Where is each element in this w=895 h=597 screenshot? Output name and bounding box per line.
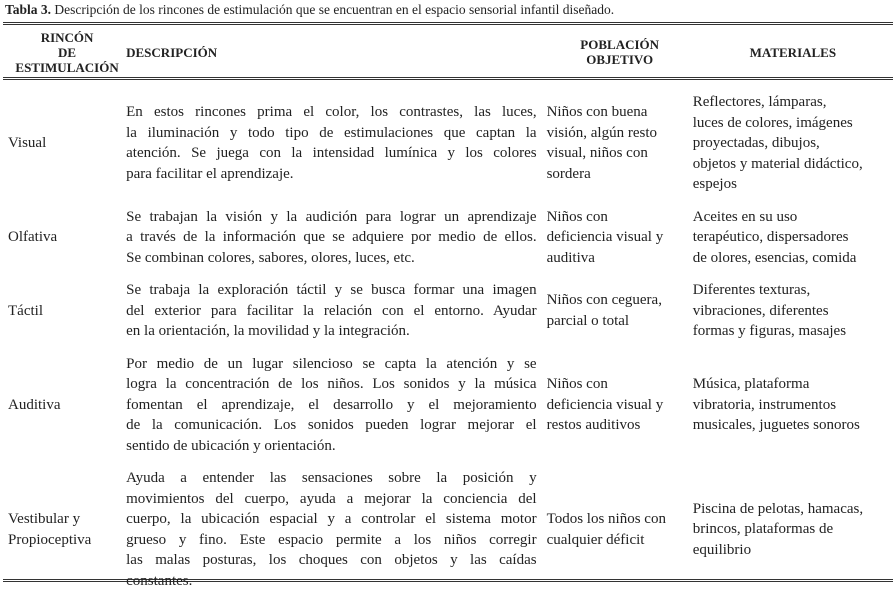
cell-materiales xyxy=(693,86,893,201)
cell-rincon xyxy=(3,348,126,463)
rincon-line: Olfativa xyxy=(8,229,58,245)
descripcion-line: en la orientación, la movilidad y la integración. xyxy=(126,323,410,339)
materiales-line: proyectadas, dibujos, xyxy=(692,135,820,151)
descripcion-line: En estos rincones prima el color, los contrastes, las luces, xyxy=(126,104,537,121)
descripcion-line: atención. Se juega con la intensidad lumínica y los colores xyxy=(126,145,537,162)
poblacion-line: visual, niños con xyxy=(546,145,648,162)
cell-descripcion xyxy=(126,348,546,463)
materiales-line: equilibrio xyxy=(692,541,752,558)
cell-materiales xyxy=(693,201,893,275)
materiales-line: musicales, juguetes sonoros xyxy=(692,417,860,433)
materiales-line: vibratoria, instrumentos xyxy=(692,396,837,413)
poblacion-line: Niños con ceguera, xyxy=(546,292,662,309)
cell-poblacion xyxy=(547,201,693,275)
header-line: ESTIMULACIÓN xyxy=(15,59,119,75)
descripcion-line: grueso y fino. Este espacio permite a los niños corregir xyxy=(126,531,537,548)
header-rincon xyxy=(3,28,126,76)
cell-poblacion xyxy=(547,86,693,201)
descripcion-line: la iluminación y todo tipo de estimulaciones que captan la xyxy=(126,124,537,141)
rincon-line: Táctil xyxy=(8,302,43,319)
poblacion-line: Todos los niños con xyxy=(546,511,666,527)
cell-rincon xyxy=(3,274,126,348)
cell-descripcion xyxy=(126,201,546,275)
header-descripcion xyxy=(126,28,546,76)
cell-descripcion xyxy=(126,462,546,597)
poblacion-line: Niños con xyxy=(546,208,608,225)
materiales-line: Música, plataforma xyxy=(692,376,810,392)
materiales-line: Piscina de pelotas, hamacas, xyxy=(692,500,864,517)
materiales-line: Diferentes texturas, xyxy=(692,282,811,298)
table-row xyxy=(3,86,893,201)
materiales-line: espejos xyxy=(692,176,737,192)
materiales-line: objetos y material didáctico, xyxy=(692,155,863,172)
descripcion-line: para facilitar el aprendizaje. xyxy=(126,165,294,182)
materiales-line: brincos, plataformas de xyxy=(692,521,834,538)
descripcion-line: Se trabaja la exploración táctil y se busca formar una imagen xyxy=(126,282,537,298)
poblacion-line: auditiva xyxy=(546,249,595,266)
cell-rincon xyxy=(3,86,126,201)
header-line: RINCÓN xyxy=(40,29,94,45)
descripcion-line: constantes. xyxy=(126,572,193,589)
table-row xyxy=(3,348,893,463)
cell-poblacion xyxy=(547,348,693,463)
rincon-line: Auditiva xyxy=(8,396,61,413)
descripcion-line: movimientos del cuerpo, ayuda a mejorar la conciencia del xyxy=(126,490,537,507)
cell-materiales xyxy=(693,274,893,348)
materiales-line: luces de colores, imágenes xyxy=(692,114,853,131)
descripcion-line: del exterior para facilitar la relación con el entorno. Ayudar xyxy=(126,302,537,319)
materiales-line: terapéutico, dispersadores xyxy=(692,229,849,245)
header-line: DE xyxy=(58,44,77,60)
poblacion-line: visión, algún resto xyxy=(546,124,657,141)
header-line: POBLACIÓN xyxy=(580,37,660,52)
cell-rincon xyxy=(3,201,126,275)
poblacion-line: Niños con buena xyxy=(546,104,648,121)
poblacion-line: Niños con xyxy=(546,376,608,392)
descripcion-line: a través de la información que se adquiere por medio de ellos. xyxy=(126,229,537,245)
rincon-line: Vestibular y xyxy=(8,511,81,527)
descripcion-line: Se combinan colores, sabores, olores, luces, etc. xyxy=(126,249,415,266)
header-poblacion xyxy=(547,28,693,76)
poblacion-line: deficiencia visual y xyxy=(546,229,664,245)
stimulation-table xyxy=(3,28,893,587)
descripcion-line: las malas posturas, los choques con objetos y las caídas xyxy=(126,552,537,568)
top-rule xyxy=(3,22,893,25)
descripcion-line: Por medio de un lugar silencioso se capta la atención y se xyxy=(126,355,537,372)
cell-poblacion xyxy=(547,462,693,597)
table-caption xyxy=(5,2,614,18)
cell-materiales xyxy=(693,348,893,463)
table-row xyxy=(3,201,893,275)
descripcion-line: logra la concentración de los niños. Los sonidos y la música xyxy=(126,376,537,392)
descripcion-line: fomentan el aprendizaje, el desarrollo y el mejoramiento xyxy=(126,396,537,413)
header-row xyxy=(3,28,893,76)
poblacion-line: cualquier déficit xyxy=(546,531,645,548)
header-line: MATERIALES xyxy=(749,44,837,60)
poblacion-line: restos auditivos xyxy=(546,417,641,433)
rincon-line: Propioceptiva xyxy=(8,531,92,548)
poblacion-line: sordera xyxy=(546,165,591,182)
materiales-line: Reflectores, lámparas, xyxy=(692,94,827,110)
cell-poblacion xyxy=(547,274,693,348)
poblacion-line: deficiencia visual y xyxy=(546,396,664,413)
cell-rincon xyxy=(3,462,126,597)
poblacion-line: parcial o total xyxy=(546,312,630,329)
caption-text: Descripción de los rincones de estimulación que se encuentran en el espacio sensorial infantil diseñado. xyxy=(51,2,615,17)
table-row xyxy=(3,462,893,597)
descripcion-line: Ayuda a entender las sensaciones sobre la posición y xyxy=(126,470,537,486)
header-line: OBJETIVO xyxy=(586,52,654,67)
header-line: DESCRIPCIÓN xyxy=(126,44,218,60)
materiales-line: Aceites en su uso xyxy=(692,208,798,225)
descripcion-line: de la comunicación. Los sonidos pueden lograr mejorar el xyxy=(126,417,537,433)
materiales-line: vibraciones, diferentes xyxy=(692,302,829,319)
caption-label: Tabla 3. xyxy=(5,2,52,17)
rincon-line: Visual xyxy=(8,135,47,151)
cell-materiales xyxy=(693,462,893,597)
materiales-line: formas y figuras, masajes xyxy=(692,323,847,339)
table-row xyxy=(3,274,893,348)
descripcion-line: cuerpo, la ubicación espacial y a controlar el sistema motor xyxy=(126,511,537,527)
descripcion-line: sentido de ubicación y orientación. xyxy=(126,437,336,454)
descripcion-line: Se trabajan la visión y la audición para lograr un aprendizaje xyxy=(126,208,537,225)
header-materiales xyxy=(693,28,893,76)
cell-descripcion xyxy=(126,274,546,348)
materiales-line: de olores, esencias, comida xyxy=(692,249,857,266)
cell-descripcion xyxy=(126,86,546,201)
